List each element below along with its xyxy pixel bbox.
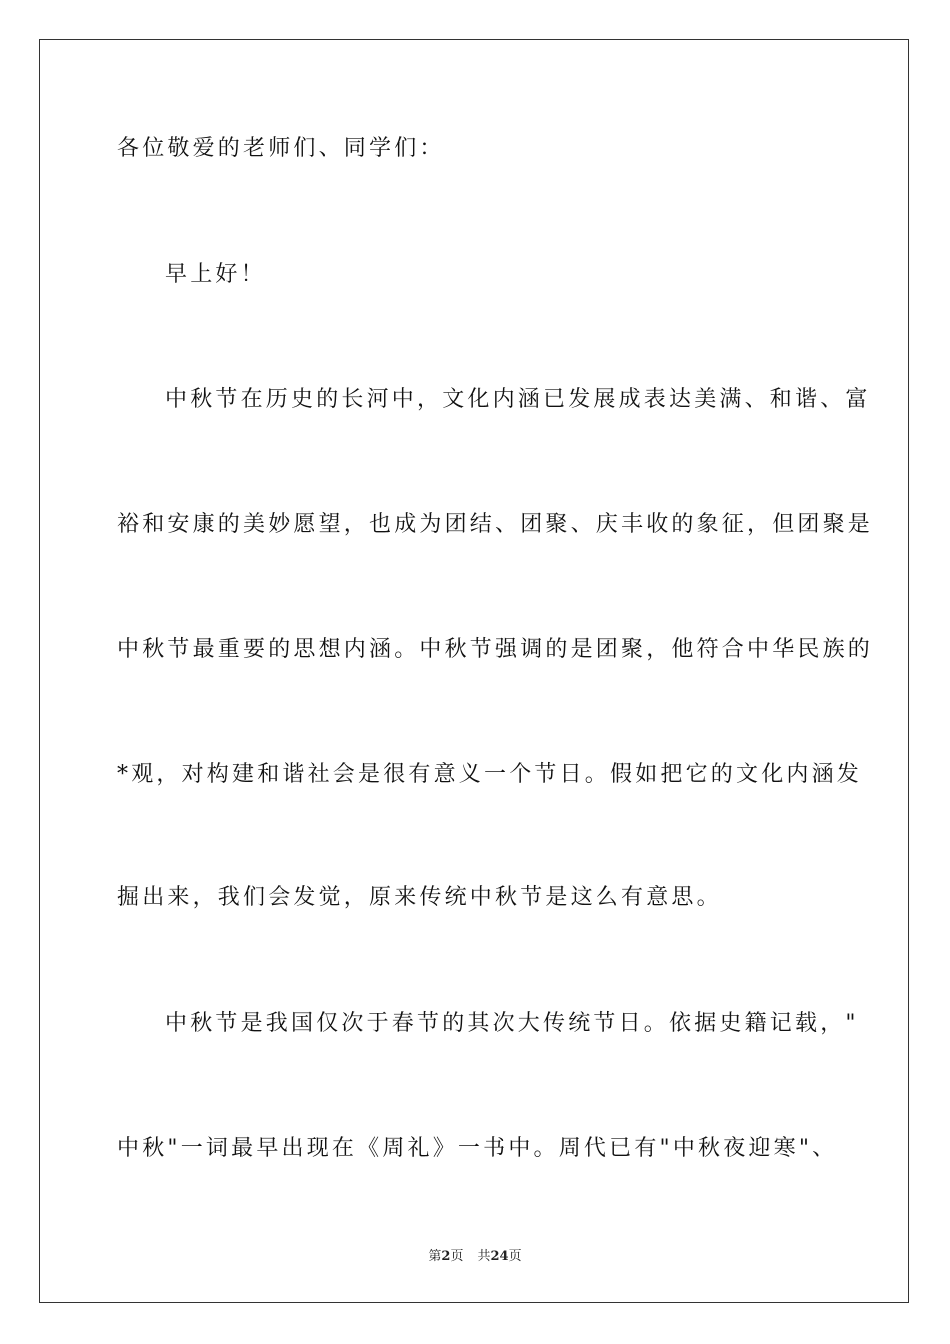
salutation-line: 各位敬爱的老师们、同学们： bbox=[117, 136, 445, 161]
footer-total-suffix: 页 bbox=[508, 1249, 522, 1264]
footer-page-number: 2 bbox=[441, 1249, 451, 1264]
page-border bbox=[39, 39, 909, 1303]
footer-page-prefix: 第 bbox=[428, 1249, 442, 1264]
page-footer bbox=[0, 1248, 950, 1266]
footer-page-suffix: 页 bbox=[450, 1249, 464, 1264]
paragraph-1-line-2: 裕和安康的美妙愿望，也成为团结、团聚、庆丰收的象征，但团聚是 bbox=[117, 512, 874, 537]
paragraph-1-line-5: 掘出来，我们会发觉，原来传统中秋节是这么有意思。 bbox=[117, 885, 722, 910]
footer-total-pages: 24 bbox=[490, 1249, 509, 1264]
paragraph-1-line-1: 中秋节在历史的长河中，文化内涵已发展成表达美满、和谐、富 bbox=[165, 387, 871, 412]
paragraph-2-line-2: 中秋"一词最早出现在《周礼》一书中。周代已有"中秋夜迎寒"、 bbox=[117, 1136, 838, 1161]
paragraph-1-line-3: 中秋节最重要的思想内涵。中秋节强调的是团聚，他符合中华民族的 bbox=[117, 637, 874, 662]
paragraph-2-line-1: 中秋节是我国仅次于春节的其次大传统节日。依据史籍记载，" bbox=[165, 1011, 859, 1036]
footer-total-prefix: 共 bbox=[477, 1249, 491, 1264]
paragraph-1-line-4: *观，对构建和谐社会是很有意义一个节日。假如把它的文化内涵发 bbox=[117, 762, 863, 787]
greeting-line: 早上好！ bbox=[165, 262, 266, 287]
